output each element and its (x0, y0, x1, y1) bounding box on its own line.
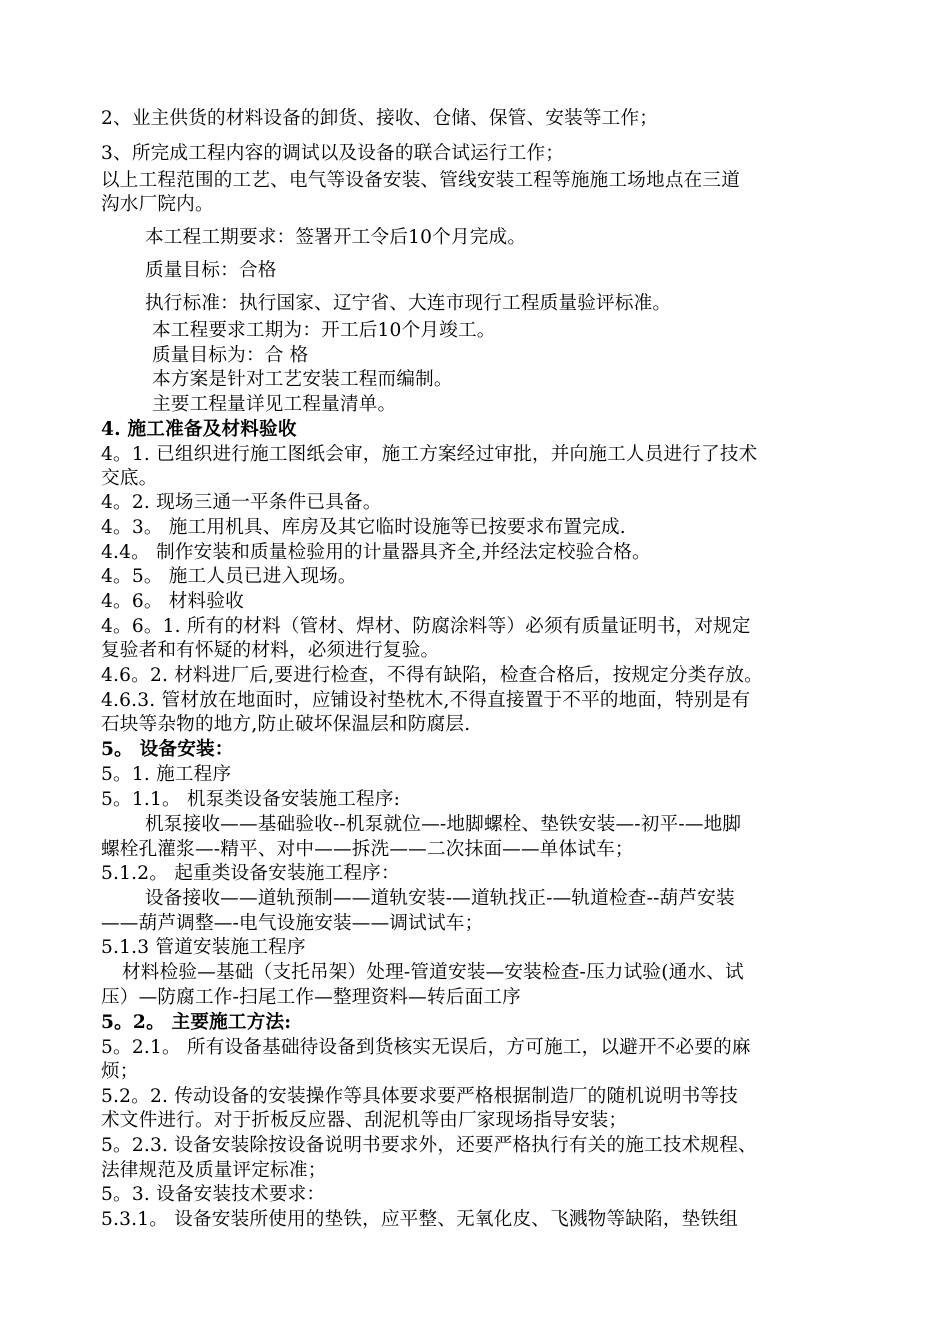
text-line: 2、业主供货的材料设备的卸货、接收、仓储、保管、安装等工作； (101, 108, 659, 129)
text-line: 4。6。 材料验收 (101, 591, 244, 612)
text-line: 石块等杂物的地方,防止破坏保温层和防腐层. (101, 714, 471, 735)
text-line: 5。1.1。 机泵类设备安装施工程序: (101, 789, 401, 810)
text-line: 本方案是针对工艺安装工程而编制。 (152, 369, 453, 390)
text-line: 3、所完成工程内容的调试以及设备的联合试运行工作； (101, 143, 565, 164)
text-line: 4。5。 施工人员已进入现场。 (101, 566, 357, 587)
text-line: 复验者和有怀疑的材料，必须进行复验。 (101, 640, 440, 661)
text-line: 4.4。 制作安装和质量检验用的计量器具齐全,并经法定校验合格。 (101, 542, 651, 563)
text-line: 本工程要求工期为：开工后10个月竣工。 (152, 320, 496, 341)
text-line: 4。3。 施工用机具、库房及其它临时设施等已按要求布置完成. (101, 517, 626, 538)
text-line: 4.6.3. 管材放在地面时，应铺设衬垫枕木,不得直接置于不平的地面，特别是有 (101, 690, 751, 711)
text-line: 4。1. 已组织进行施工图纸会审，施工方案经过审批，并向施工人员进行了技术 (101, 444, 758, 465)
text-line: 5。2.3. 设备安装除按设备说明书要求外，还要严格执行有关的施工技术规程、 (101, 1135, 757, 1156)
text-line: 5。2.1。 所有设备基础待设备到货核实无误后，方可施工，以避开不必要的麻 (101, 1037, 751, 1058)
text-line: 5。1. 施工程序 (101, 764, 232, 785)
section-heading: 4. 施工准备及材料验收 (101, 419, 297, 440)
text-line: 术文件进行。对于折板反应器、刮泥机等由厂家现场指导安装； (101, 1110, 628, 1131)
text-line: ——葫芦调整—-电气设施安装——调试试车； (101, 913, 484, 934)
text-line: 4。2. 现场三通一平条件已具备。 (101, 492, 382, 513)
text-line: 以上工程范围的工艺、电气等设备安装、管线安装工程等施施工场地点在三道 (101, 170, 740, 191)
text-line: 5。3. 设备安装技术要求： (101, 1184, 326, 1205)
text-line: 设备接收——道轨预制——道轨安装-—道轨找正-—轨道检查--葫芦安装 (145, 888, 735, 909)
text-line: 压）—防腐工作-扫尾工作—整理资料—转后面工序 (101, 987, 521, 1008)
text-line: 5.1.3 管道安装施工程序 (101, 937, 306, 958)
text-line: 5.2。2. 传动设备的安装操作等具体要求要严格根据制造厂的随机说明书等技 (101, 1086, 739, 1107)
text-line: 质量目标：合格 (145, 260, 277, 281)
text-line: 本工程工期要求：签署开工令后10个月完成。 (145, 227, 527, 248)
text-line: 材料检验—基础（支托吊架）处理-管道安装—安装检查-压力试验(通水、试 (122, 962, 744, 983)
text-line: 5.3.1。 设备安装所使用的垫铁，应平整、无氧化皮、飞溅物等缺陷，垫铁组 (101, 1209, 739, 1230)
text-line: 5.1.2。 起重类设备安装施工程序： (101, 863, 400, 884)
text-line: 烦； (101, 1061, 139, 1082)
text-line: 机泵接收——基础验收--机泵就位—-地脚螺栓、垫铁安装—-初平-—地脚 (145, 814, 742, 835)
text-line: 执行标准：执行国家、辽宁省、大连市现行工程质量验评标准。 (145, 293, 672, 314)
section-heading: 5。 设备安装： (101, 739, 234, 760)
text-line: 交底。 (101, 468, 158, 489)
text-line: 主要工程量详见工程量清单。 (152, 394, 397, 415)
text-line: 4.6。2. 材料进厂后,要进行检查，不得有缺陷，检查合格后，按规定分类存放。 (101, 665, 763, 686)
text-line: 质量目标为：合 格 (152, 345, 309, 366)
text-line: 螺栓孔灌浆—-精平、对中——拆洗——二次抹面——单体试车； (101, 839, 634, 860)
section-heading: 5。2。 主要施工方法: (101, 1012, 292, 1033)
text-line: 法律规范及质量评定标准； (101, 1160, 327, 1181)
text-line: 4。6。1. 所有的材料（管材、焊材、防腐涂料等）必须有质量证明书，对规定 (101, 616, 751, 637)
text-line: 沟水厂院内。 (101, 194, 214, 215)
